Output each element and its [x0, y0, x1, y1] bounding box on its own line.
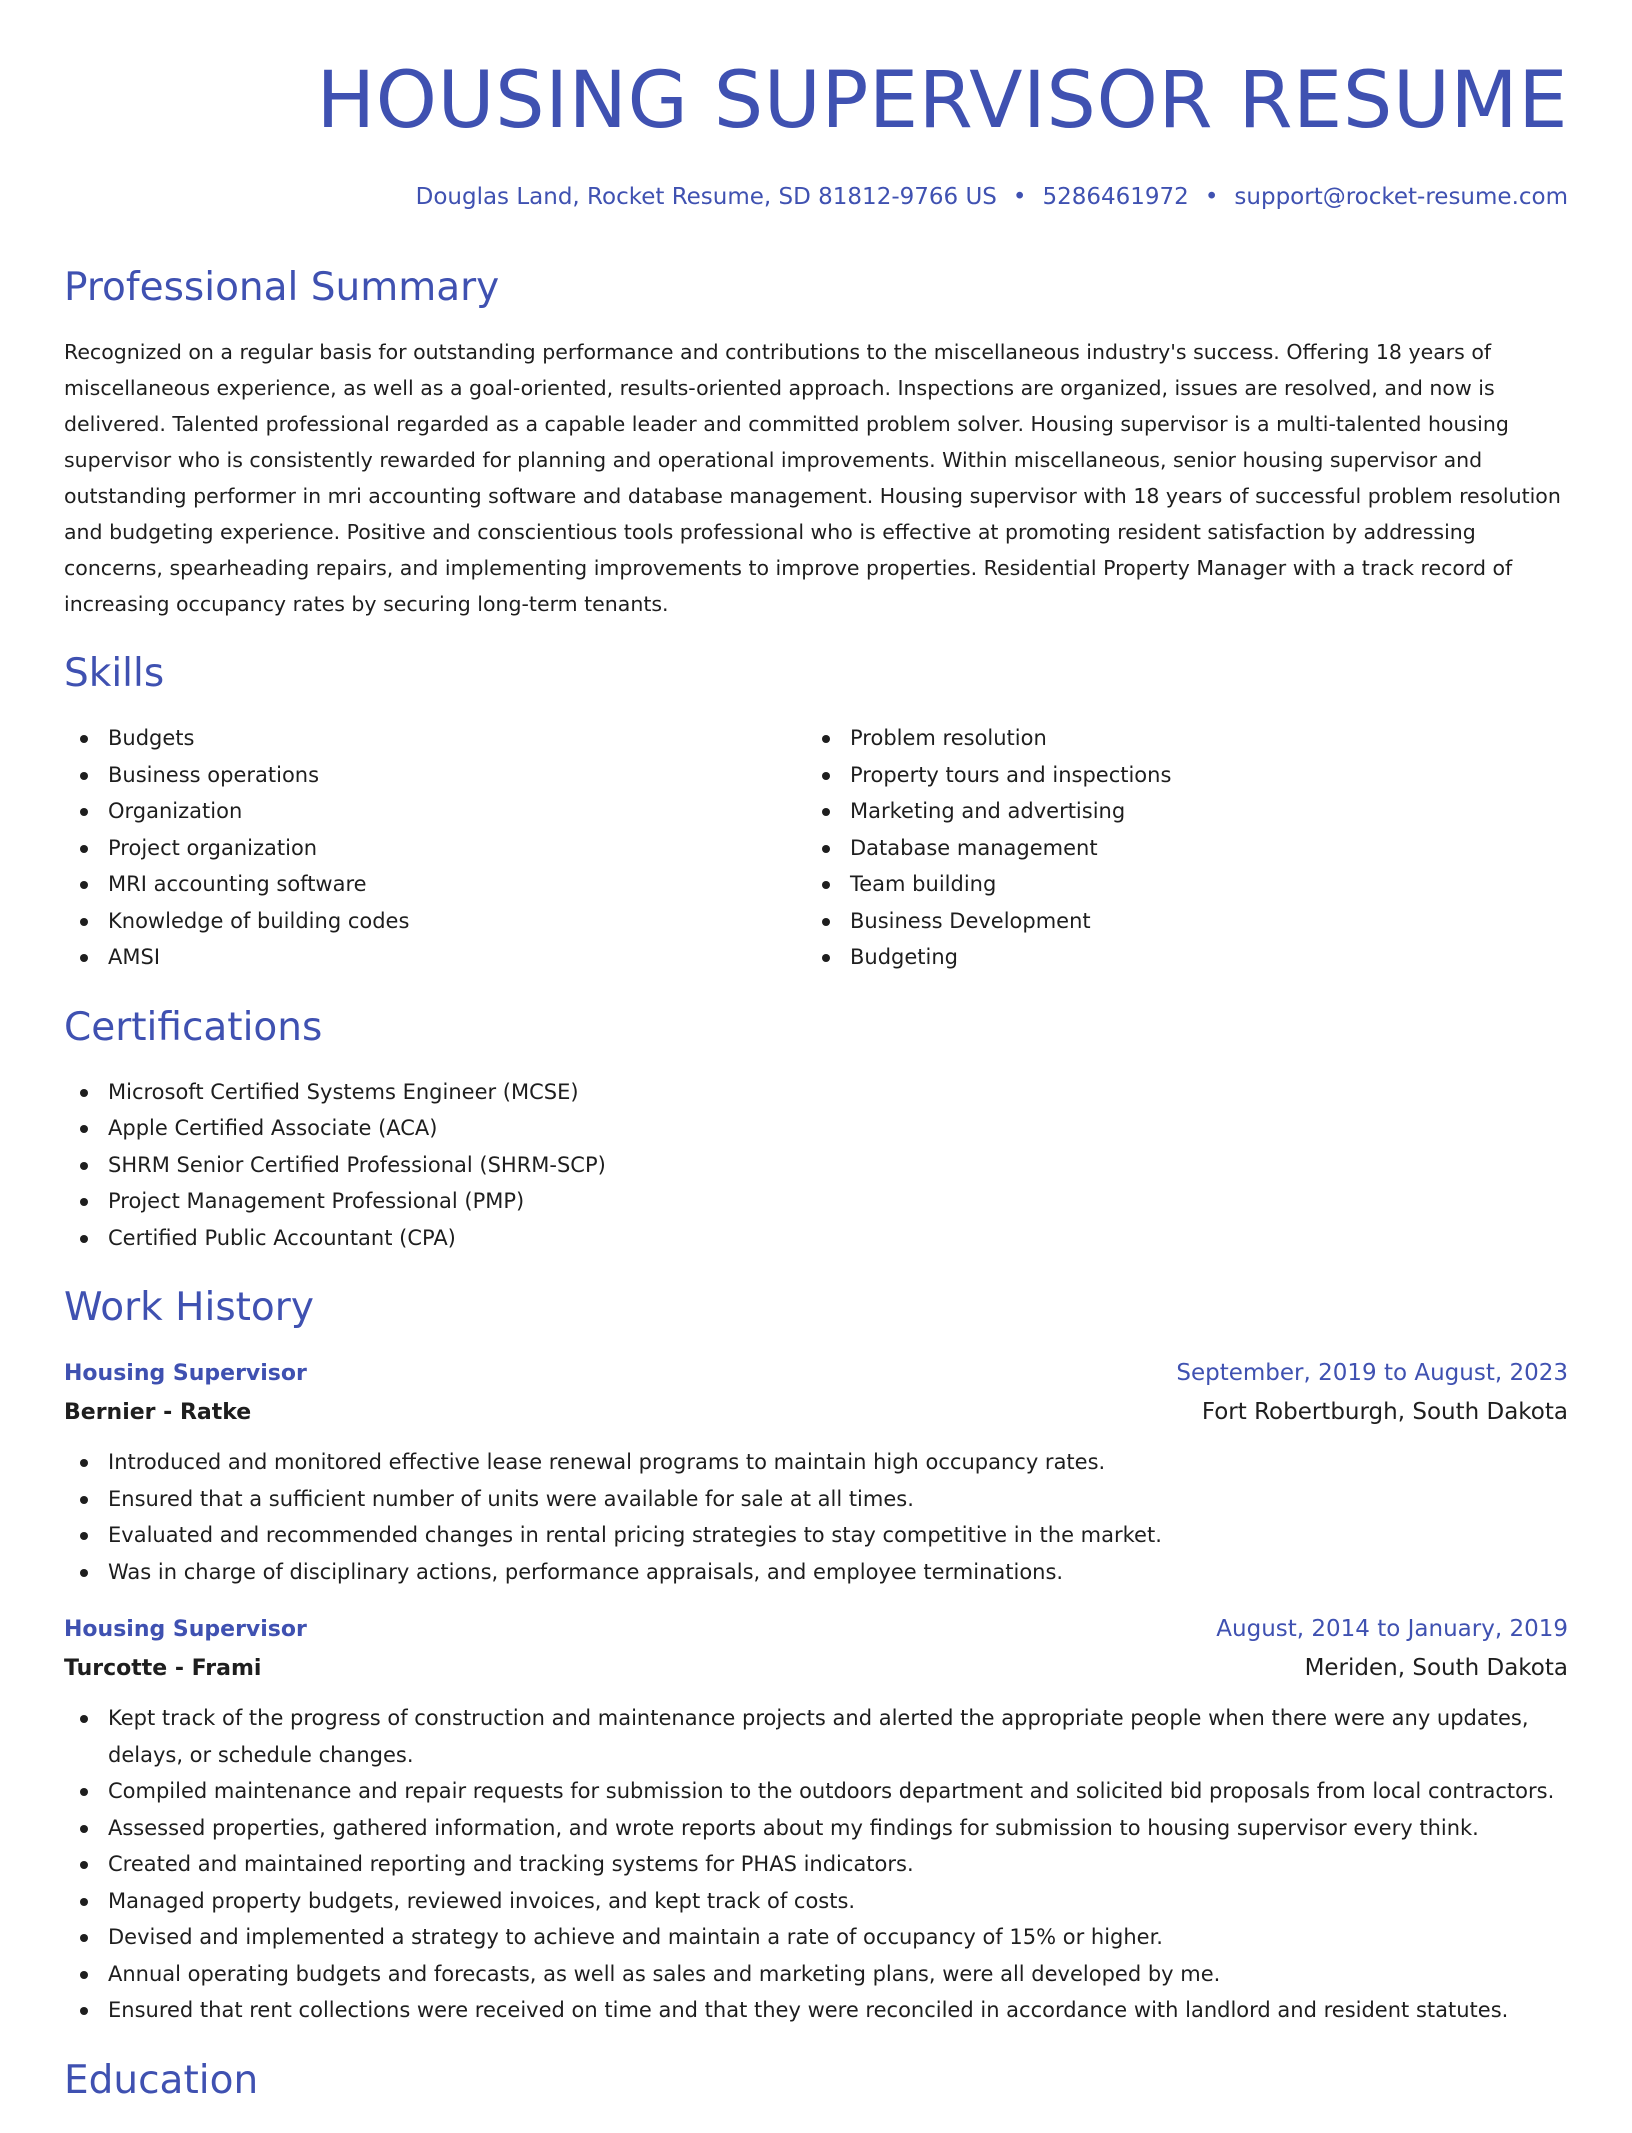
work-history-section — [64, 1278, 1568, 2029]
certification-item: Apple Certified Associate (ACA) — [64, 1110, 1568, 1147]
skill-item: Budgeting — [806, 939, 1568, 976]
skills-grid — [64, 720, 1568, 976]
skills-list-right — [806, 720, 1568, 976]
job-bullet: Annual operating budgets and forecasts, as well as sales and marketing plans, were all developed by me. — [64, 1956, 1568, 1993]
job-header-row — [64, 1354, 1568, 1393]
job-company-row — [64, 1393, 1568, 1432]
job-dates: August, 2014 to January, 2019 — [1216, 1616, 1568, 1642]
certification-item: Project Management Professional (PMP) — [64, 1183, 1568, 1220]
contact-separator: • — [1012, 184, 1027, 210]
job-bullet: Ensured that rent collections were received on time and that they were reconciled in accordance with landlord and resident statutes. — [64, 1992, 1568, 2029]
certification-item: Microsoft Certified Systems Engineer (MCSE) — [64, 1074, 1568, 1111]
skills-list-left — [64, 720, 806, 976]
job-entry — [64, 1354, 1568, 1590]
contact-address: Douglas Land, Rocket Resume, SD 81812-9766 US — [415, 184, 997, 210]
skill-item: Budgets — [64, 720, 806, 757]
skill-item: Team building — [806, 866, 1568, 903]
certifications-section — [64, 998, 1568, 1257]
job-bullet: Assessed properties, gathered information, and wrote reports about my findings for submission to housing supervisor every think. — [64, 1810, 1568, 1847]
job-header-row — [64, 1610, 1568, 1649]
job-bullet: Ensured that a sufficient number of units were available for sale at all times. — [64, 1481, 1568, 1518]
skill-item: Knowledge of building codes — [64, 903, 806, 940]
job-bullet: Was in charge of disciplinary actions, performance appraisals, and employee terminations. — [64, 1554, 1568, 1591]
job-bullet: Managed property budgets, reviewed invoices, and kept track of costs. — [64, 1883, 1568, 1920]
certifications-list — [64, 1074, 1568, 1257]
skill-item: Problem resolution — [806, 720, 1568, 757]
contact-line — [416, 180, 1568, 214]
job-bullets — [64, 1700, 1568, 2029]
job-location: Fort Robertburgh, South Dakota — [1201, 1399, 1568, 1425]
skill-item: Database management — [806, 830, 1568, 867]
contact-separator: • — [1204, 184, 1219, 210]
job-bullet: Created and maintained reporting and tracking systems for PHAS indicators. — [64, 1846, 1568, 1883]
job-location: Meriden, South Dakota — [1304, 1655, 1568, 1681]
skills-heading: Skills — [64, 651, 165, 696]
contact-phone: 5286461972 — [1042, 184, 1189, 210]
contact-email: support@rocket-resume.com — [1234, 184, 1568, 210]
job-bullet: Compiled maintenance and repair requests for submission to the outdoors department and solicited bid proposals from local contractors. — [64, 1773, 1568, 1810]
job-bullet: Evaluated and recommended changes in rental pricing strategies to stay competitive in the market. — [64, 1517, 1568, 1554]
skill-item: Business operations — [64, 757, 806, 794]
skill-item: Organization — [64, 793, 806, 830]
certifications-heading: Certifications — [64, 1004, 323, 1050]
work-history-heading: Work History — [64, 1285, 314, 1330]
skill-item: Marketing and advertising — [806, 793, 1568, 830]
job-company: Bernier - Ratke — [64, 1400, 252, 1425]
job-title: Housing Supervisor — [64, 1361, 307, 1386]
job-bullet: Introduced and monitored effective lease renewal programs to maintain high occupancy rates. — [64, 1444, 1568, 1481]
job-bullets — [64, 1444, 1568, 1590]
skill-item: Property tours and inspections — [806, 757, 1568, 794]
education-section — [64, 2051, 1568, 2111]
certification-item: Certified Public Accountant (CPA) — [64, 1220, 1568, 1257]
certification-item: SHRM Senior Certified Professional (SHRM-SCP) — [64, 1147, 1568, 1184]
job-entry — [64, 1610, 1568, 2029]
summary-heading: Professional Summary — [64, 265, 500, 310]
job-company-row — [64, 1649, 1568, 1688]
job-title: Housing Supervisor — [64, 1617, 307, 1642]
skill-item: AMSI — [64, 939, 806, 976]
skill-item: Business Development — [806, 903, 1568, 940]
skill-item: MRI accounting software — [64, 866, 806, 903]
education-heading: Education — [64, 2057, 259, 2103]
job-bullet: Kept track of the progress of construction and maintenance projects and alerted the appropriate people when there were any updates, delays, or schedule changes. — [64, 1700, 1568, 1773]
job-dates: September, 2019 to August, 2023 — [1176, 1360, 1568, 1386]
job-company: Turcotte - Frami — [64, 1656, 262, 1681]
resume-title: HOUSING SUPERVISOR RESUME — [316, 56, 1568, 146]
summary-section — [64, 258, 1568, 622]
skills-section — [64, 644, 1568, 976]
job-bullet: Devised and implemented a strategy to achieve and maintain a rate of occupancy of 15% or higher. — [64, 1919, 1568, 1956]
resume-content — [64, 258, 1568, 2133]
skill-item: Project organization — [64, 830, 806, 867]
summary-text: Recognized on a regular basis for outstanding performance and contributions to the miscellaneous industry's success. Offering 18 years of miscellaneous experience, as well as a goal-oriented, results-oriented approach. Inspections are organized, issues are resolved, and now is delivered. Talented professional regarded as a capable leader and committed problem solver. Housing supervisor is a multi-talented housing supervisor who is consistently rewarded for planning and operational improvements. Within miscellaneous, senior housing supervisor and outstanding performer in mri accounting software and database management. Housing supervisor with 18 years of successful problem resolution and budgeting experience. Positive and conscientious tools professional who is effective at promoting resident satisfaction by addressing concerns, spearheading repairs, and implementing improvements to improve properties. Residential Property Manager with a track record of increasing occupancy rates by securing long-term tenants. — [64, 340, 1561, 616]
